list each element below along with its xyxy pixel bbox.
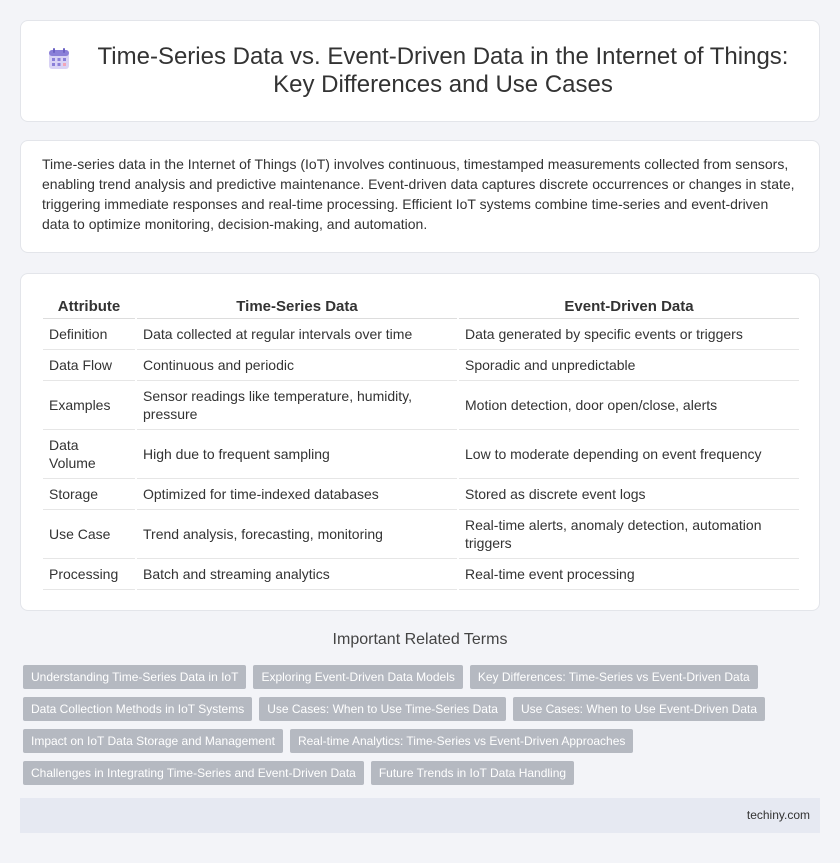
tag-row	[23, 761, 823, 785]
header-event-driven: Event-Driven Data	[459, 296, 799, 319]
intro-paragraph: Time-series data in the Internet of Things (IoT) involves continuous, timestamped measurements collected from sensors, enabling trend analysis and predictive maintenance. Event-driven data captures discrete occurrences or changes in state, triggering immediate responses and real-time processing. Efficient IoT systems combine time-series and event-driven data to optimize monitoring, decision-making, and automation.	[42, 156, 795, 232]
cell-time-series: Data collected at regular intervals over time	[137, 319, 457, 350]
related-terms-list	[23, 665, 823, 793]
title-card	[20, 20, 820, 122]
cell-attribute: Data Flow	[43, 350, 135, 381]
cell-event-driven: Low to moderate depending on event frequency	[459, 430, 799, 479]
header-attribute: Attribute	[43, 296, 135, 319]
cell-event-driven: Real-time alerts, anomaly detection, automation triggers	[459, 510, 799, 559]
table-row	[43, 430, 799, 479]
related-terms-title: Important Related Terms	[332, 631, 508, 648]
table-header-row	[43, 296, 799, 319]
cell-time-series: Optimized for time-indexed databases	[137, 479, 457, 510]
cell-event-driven: Stored as discrete event logs	[459, 479, 799, 510]
cell-attribute: Processing	[43, 559, 135, 590]
related-tag[interactable]: Use Cases: When to Use Event-Driven Data	[513, 697, 765, 721]
cell-time-series: Trend analysis, forecasting, monitoring	[137, 510, 457, 559]
cell-event-driven: Sporadic and unpredictable	[459, 350, 799, 381]
intro-card	[20, 140, 820, 253]
tag-row	[23, 697, 823, 721]
related-tag[interactable]: Challenges in Integrating Time-Series and Event-Driven Data	[23, 761, 364, 785]
related-tag[interactable]: Future Trends in IoT Data Handling	[371, 761, 574, 785]
table-row	[43, 510, 799, 559]
cell-attribute: Examples	[43, 381, 135, 430]
table-row	[43, 319, 799, 350]
cell-event-driven: Real-time event processing	[459, 559, 799, 590]
footer-brand[interactable]: techiny.com	[746, 808, 810, 822]
table-row	[43, 381, 799, 430]
header-time-series: Time-Series Data	[137, 296, 457, 319]
related-tag[interactable]: Exploring Event-Driven Data Models	[253, 665, 462, 689]
comparison-table	[43, 296, 799, 590]
related-tag[interactable]: Key Differences: Time-Series vs Event-Driven Data	[470, 665, 758, 689]
title-wrap	[47, 43, 793, 99]
tag-row	[23, 729, 823, 753]
cell-time-series: Batch and streaming analytics	[137, 559, 457, 590]
table-row	[43, 479, 799, 510]
table-row	[43, 350, 799, 381]
related-tag[interactable]: Use Cases: When to Use Time-Series Data	[259, 697, 506, 721]
page-title: Time-Series Data vs. Event-Driven Data in the Internet of Things: Key Differences and Use Cases	[97, 43, 789, 98]
cell-time-series: Continuous and periodic	[137, 350, 457, 381]
cell-attribute: Storage	[43, 479, 135, 510]
cell-event-driven: Motion detection, door open/close, alerts	[459, 381, 799, 430]
related-tag[interactable]: Real-time Analytics: Time-Series vs Event-Driven Approaches	[290, 729, 633, 753]
cell-event-driven: Data generated by specific events or triggers	[459, 319, 799, 350]
cell-time-series: Sensor readings like temperature, humidity, pressure	[137, 381, 457, 430]
cell-attribute: Data Volume	[43, 430, 135, 479]
comparison-card	[20, 273, 820, 611]
table-row	[43, 559, 799, 590]
cell-attribute: Use Case	[43, 510, 135, 559]
footer	[20, 798, 820, 833]
related-tag[interactable]: Understanding Time-Series Data in IoT	[23, 665, 246, 689]
tag-row	[23, 665, 823, 689]
related-tag[interactable]: Impact on IoT Data Storage and Management	[23, 729, 283, 753]
cell-attribute: Definition	[43, 319, 135, 350]
cell-time-series: High due to frequent sampling	[137, 430, 457, 479]
calendar-grid-icon	[47, 47, 71, 71]
related-tag[interactable]: Data Collection Methods in IoT Systems	[23, 697, 252, 721]
